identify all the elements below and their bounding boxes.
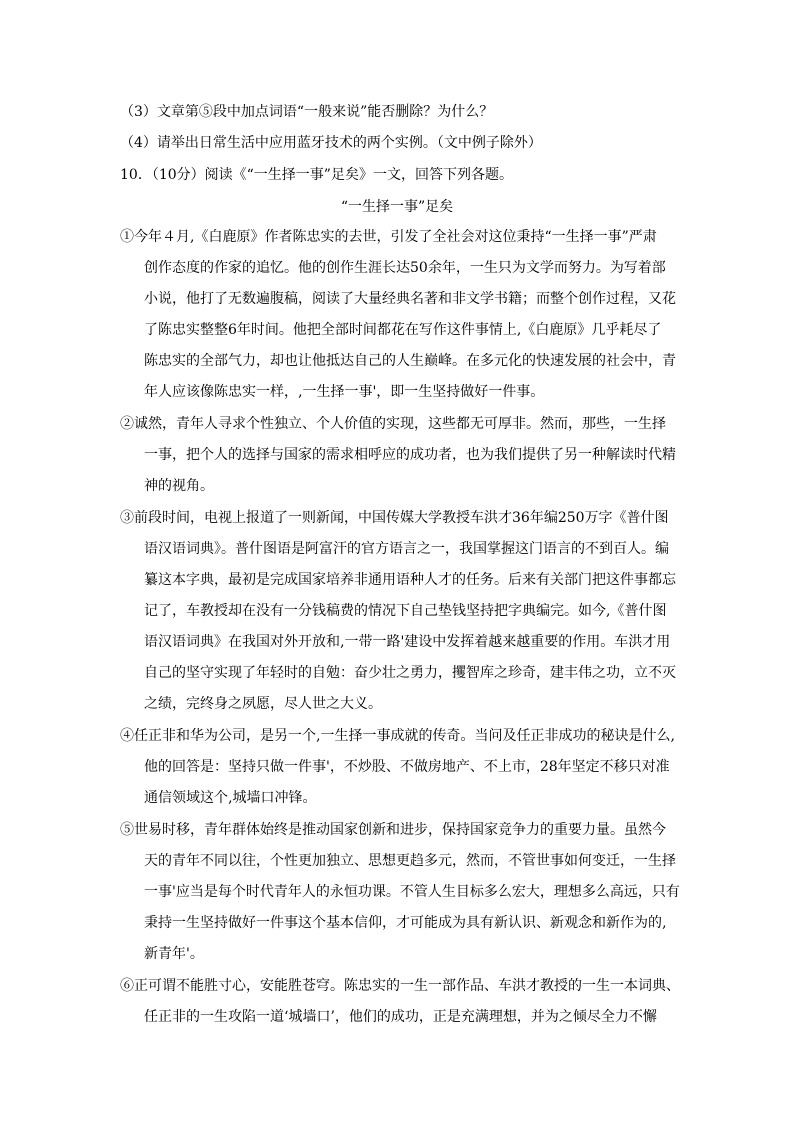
paragraph-2-line-3: 神的视角。: [144, 478, 214, 494]
paragraph-1-line-5: 陈忠实的全部气力，却也让他抵达自己的人生巅峰。在多元化的快速发展的社会中，青: [144, 353, 676, 369]
paragraph-3-line-1: ③前段时间，电视上报道了一则新闻，中国传媒大学教授车洪才36年编250万字《普什图: [120, 510, 669, 526]
question-10: 10．（10分）阅读《“一生择一事”足矣》一文，回答下列各题。: [120, 167, 513, 183]
paragraph-3-line-5: 语汉语词典》在我国对外开放和‚一带一路'建设中发挥着越来越重要的作用。车洪才用: [144, 634, 671, 650]
paragraph-4-line-2: 他的回答是：坚持只做一件事'，不炒股、不做房地产、不上市，28年坚定不移只对准: [144, 759, 670, 775]
question-3: （3）文章第⑤段中加点词语“一般来说”能否删除？为什么？: [120, 104, 494, 120]
paragraph-4-line-3: 通信领域这个‚城墙口冲锋。: [144, 790, 317, 806]
paragraph-1-line-1: ①今年４月,《白鹿原》作者陈忠实的去世，引发了全社会对这位秉持“一生择一事”严肃: [120, 229, 657, 245]
paragraph-1-line-6: 年人应该像陈忠实一样，‚一生择一事'，即一生坚持做好一件事。: [144, 384, 545, 400]
paragraph-3-line-2: 语汉语词典》。普什图语是阿富汗的官方语言之一，我国掌握这门语言的不到百人。编: [144, 541, 669, 557]
paragraph-6-line-1: ⑥正可谓不能胜寸心，安能胜苍穹。陈忠实的一生一部作品、车洪才教授的一生一本词典、: [120, 978, 680, 994]
paragraph-2-line-1: ②诚然，青年人寻求个性独立、个人价值的实现，这些都无可厚非。然而，那些，一生择: [120, 416, 666, 432]
question-4: （4）请举出日常生活中应用蓝牙技术的两个实例。（文中例子除外）: [120, 135, 542, 151]
paragraph-3-line-3: 纂这本字典，最初是完成国家培养非通用语种人才的任务。后来有关部门把这件事都忘: [144, 572, 676, 588]
paragraph-5-line-3: 一事'应当是每个时代青年人的永恒功课。不管人生目标多么宏大，理想多么高远，只有: [144, 884, 680, 900]
paragraph-2-line-2: 一事，把个人的选择与国家的需求相呼应的成功者，也为我们提供了另一种解读时代精: [144, 447, 676, 463]
paragraph-6-line-2: 任正非的一生攻陷一道‘城墙口’，他们的成功，正是充满理想，并为之倾尽全力不懈: [144, 1009, 657, 1025]
article-title: “一生择一事”足矣: [340, 199, 454, 215]
paragraph-1-line-2: 创作态度的作家的追忆。他的创作生涯长达50余年，一生只为文学而努力。为写着部: [144, 260, 666, 276]
paragraph-5-line-4: 秉持一生坚持做好一件事这个基本信仰，才可能成为具有新认识、新观念和新作为的‚: [144, 915, 667, 931]
paragraph-3-line-6: 自己的坚守实现了年轻时的自勉：奋少壮之勇力，攫智库之珍奇，建丰伟之功，立不灭: [144, 665, 676, 681]
paragraph-1-line-4: 了陈忠实整整6年时间。他把全部时间都花在写作这件事情上,《白鹿原》几乎耗尽了: [144, 322, 662, 338]
paragraph-5-line-5: 新青年'。: [144, 946, 204, 962]
paragraph-4-line-1: ④任正非和华为公司，是另一个‚一生择一事成就的传奇。当问及任正非成功的秘诀是什么,: [120, 728, 675, 744]
paragraph-5-line-1: ⑤世易时移，青年群体始终是推动国家创新和进步，保持国家竞争力的重要力量。虽然今: [120, 822, 666, 838]
paragraph-5-line-2: 天的青年不同以往，个性更加独立、思想更趋多元，然而，不管世事如何变迁，一生择: [144, 853, 676, 869]
paragraph-3-line-7: 之绩，完终身之夙愿，尽人世之大义。: [144, 696, 382, 712]
paragraph-1-line-3: 小说，他打了无数遍腹稿，阅读了大量经典名著和非文学书籍；而整个创作过程，又花: [144, 291, 676, 307]
paragraph-3-line-4: 记了，车教授却在没有一分钱稿费的情况下自己垫钱坚持把字典编完。如今,《普什图: [144, 603, 667, 619]
